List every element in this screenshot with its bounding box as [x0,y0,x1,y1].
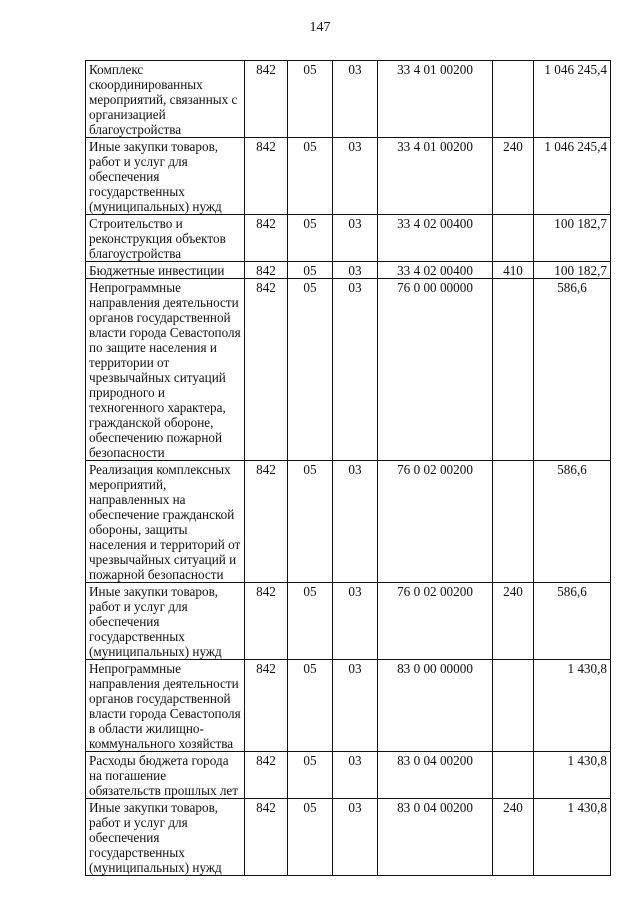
expense-type-cell: 410 [493,262,534,279]
expense-type-cell [493,215,534,262]
expense-type-cell: 240 [493,799,534,876]
target-article-cell: 33 4 02 00400 [378,215,493,262]
expense-type-cell [493,660,534,752]
table-row [86,799,611,876]
section-cell: 05 [288,583,333,660]
amount-cell: 1 430,8 [534,660,611,752]
target-article-cell: 76 0 02 00200 [378,461,493,583]
amount-cell: 100 182,7 [534,262,611,279]
ministry-code-cell: 842 [245,752,288,799]
budget-table-body [86,61,611,876]
subsection-cell: 03 [333,461,378,583]
budget-table [85,60,611,876]
section-cell: 05 [288,799,333,876]
table-row [86,61,611,138]
expense-name-cell: Строительство и реконструкция объектов благоустройства [86,215,245,262]
ministry-code-cell: 842 [245,799,288,876]
subsection-cell: 03 [333,752,378,799]
target-article-cell: 83 0 00 00000 [378,660,493,752]
table-row [86,752,611,799]
expense-name-cell: Непрограммные направления деятельности органов государственной власти города Севастополя в области жилищно-коммунального хозяйства [86,660,245,752]
expense-name-cell: Иные закупки товаров, работ и услуг для обеспечения государственных (муниципальных) нужд [86,138,245,215]
ministry-code-cell: 842 [245,660,288,752]
expense-type-cell [493,279,534,461]
ministry-code-cell: 842 [245,215,288,262]
subsection-cell: 03 [333,138,378,215]
target-article-cell: 83 0 04 00200 [378,799,493,876]
section-cell: 05 [288,61,333,138]
ministry-code-cell: 842 [245,461,288,583]
table-row [86,660,611,752]
ministry-code-cell: 842 [245,138,288,215]
expense-name-cell: Реализация комплексных мероприятий, направленных на обеспечение гражданской обороны, защиты населения и территорий от чрезвычайных ситуаций и пожарной безопасности [86,461,245,583]
subsection-cell: 03 [333,799,378,876]
table-row [86,279,611,461]
section-cell: 05 [288,660,333,752]
expense-type-cell: 240 [493,583,534,660]
expense-name-cell: Бюджетные инвестиции [86,262,245,279]
expense-type-cell: 240 [493,138,534,215]
subsection-cell: 03 [333,215,378,262]
amount-cell: 586,6 [534,279,611,461]
expense-name-cell: Расходы бюджета города на погашение обязательств прошлых лет [86,752,245,799]
target-article-cell: 83 0 04 00200 [378,752,493,799]
section-cell: 05 [288,279,333,461]
expense-name-cell: Иные закупки товаров, работ и услуг для обеспечения государственных (муниципальных) нужд [86,583,245,660]
amount-cell: 100 182,7 [534,215,611,262]
subsection-cell: 03 [333,262,378,279]
amount-cell: 1 430,8 [534,799,611,876]
page-number: 147 [309,20,331,35]
subsection-cell: 03 [333,660,378,752]
target-article-cell: 33 4 01 00200 [378,61,493,138]
expense-type-cell [493,461,534,583]
section-cell: 05 [288,262,333,279]
subsection-cell: 03 [333,61,378,138]
expense-name-cell: Иные закупки товаров, работ и услуг для обеспечения государственных (муниципальных) нужд [86,799,245,876]
section-cell: 05 [288,461,333,583]
table-row [86,138,611,215]
table-row [86,461,611,583]
amount-cell: 1 430,8 [534,752,611,799]
amount-cell: 1 046 245,4 [534,61,611,138]
section-cell: 05 [288,138,333,215]
ministry-code-cell: 842 [245,583,288,660]
table-row [86,215,611,262]
section-cell: 05 [288,215,333,262]
ministry-code-cell: 842 [245,262,288,279]
ministry-code-cell: 842 [245,61,288,138]
table-row [86,583,611,660]
expense-type-cell [493,752,534,799]
amount-cell: 1 046 245,4 [534,138,611,215]
target-article-cell: 33 4 02 00400 [378,262,493,279]
target-article-cell: 33 4 01 00200 [378,138,493,215]
amount-cell: 586,6 [534,461,611,583]
ministry-code-cell: 842 [245,279,288,461]
subsection-cell: 03 [333,279,378,461]
expense-name-cell: Непрограммные направления деятельности органов государственной власти города Севастополя по защите населения и территории от чрезвычайных ситуаций природного и техногенного характера, гражданской обороне, обеспечению пожарной безопасности [86,279,245,461]
subsection-cell: 03 [333,583,378,660]
expense-name-cell: Комплекс скоординированных мероприятий, связанных с организацией благоустройства [86,61,245,138]
expense-type-cell [493,61,534,138]
amount-cell: 586,6 [534,583,611,660]
table-row [86,262,611,279]
target-article-cell: 76 0 02 00200 [378,583,493,660]
target-article-cell: 76 0 00 00000 [378,279,493,461]
section-cell: 05 [288,752,333,799]
